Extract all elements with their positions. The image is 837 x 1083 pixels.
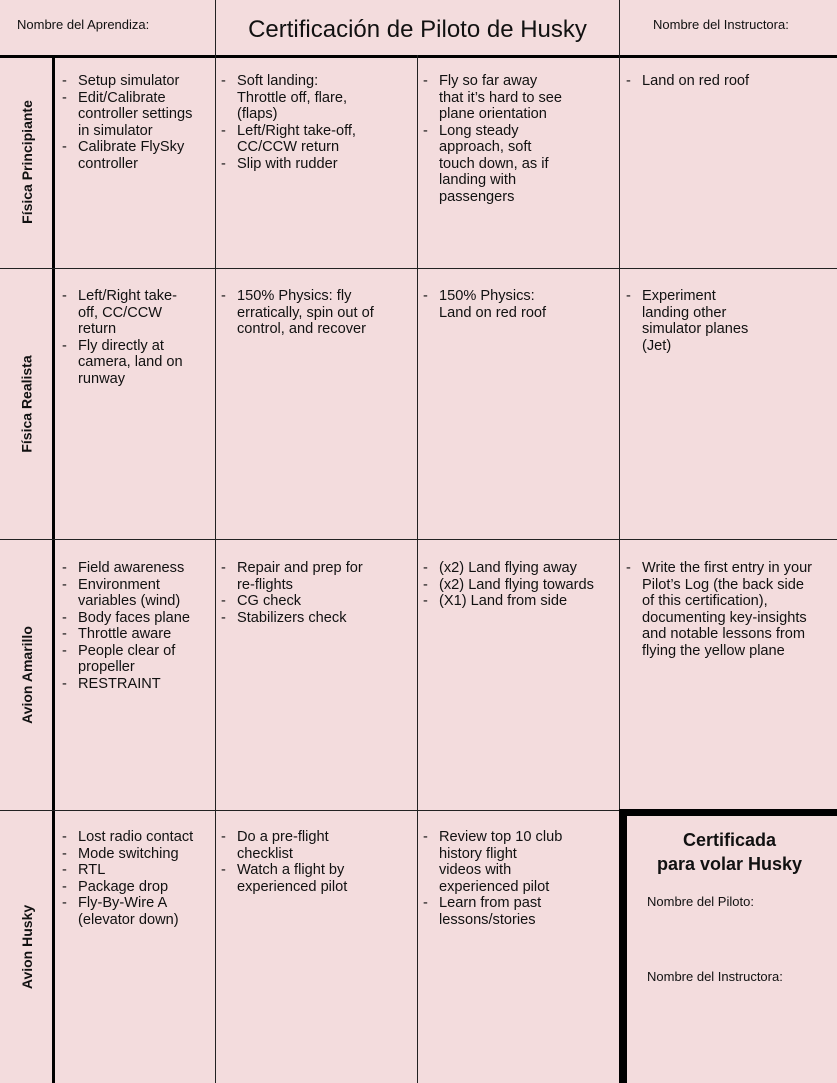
certificate-instructor-name-label: Nombre del Instructora: — [647, 969, 783, 984]
instructor-name-label: Nombre del Instructora: — [653, 17, 789, 32]
cell-r3-c1 — [221, 829, 371, 895]
row-divider-1 — [0, 268, 837, 269]
column-divider-2 — [417, 55, 418, 1083]
cell-r1-c1 — [221, 288, 381, 338]
list-item: - Fly directly at camera, land on runway — [62, 338, 190, 388]
list-item: - Setup simulator — [62, 73, 206, 90]
list-item: - RTL — [62, 862, 196, 879]
list-item: - RESTRAINT — [62, 676, 206, 693]
list-item: - Package drop — [62, 879, 196, 896]
list-item: - (x2) Land flying towards — [423, 577, 611, 594]
page-title: Certificación de Piloto de Husky — [248, 16, 587, 43]
list-item: - Mode switching — [62, 846, 196, 863]
list-item: - Environment variables (wind) — [62, 577, 206, 610]
cell-r2-c0 — [62, 560, 212, 692]
apprentice-name-label: Nombre del Aprendiza: — [17, 17, 150, 32]
row-divider-2 — [0, 539, 837, 540]
list-item: - Throttle aware — [62, 626, 206, 643]
row-label-fisica-principiante: Física Principiante — [19, 100, 35, 224]
list-item: - Write the first entry in your Pilot’s Log (the back side of this certification), documenting key-insights and notable lessons from flying the yellow plane — [626, 560, 816, 659]
cell-r0-c0 — [62, 73, 212, 172]
list-item: - Land on red roof — [626, 73, 820, 90]
column-divider-1 — [215, 0, 216, 1083]
cell-r1-c3 — [626, 288, 772, 354]
list-item: - Calibrate FlySky controller — [62, 139, 206, 172]
list-item: - Fly so far away that it’s hard to see plane orientation — [423, 73, 563, 123]
cell-r2-c3 — [626, 560, 822, 659]
row-label-fisica-realista: Física Realista — [19, 355, 35, 453]
list-item: - Body faces plane — [62, 610, 206, 627]
list-item: - Fly-By-Wire A (elevator down) — [62, 895, 196, 928]
cell-r2-c2 — [423, 560, 617, 610]
certificate-title — [622, 828, 837, 876]
list-item: - Slip with rudder — [221, 156, 371, 173]
cell-r0-c3 — [626, 73, 826, 90]
list-item: - Edit/Calibrate controller settings in simulator — [62, 90, 206, 140]
list-item: - Field awareness — [62, 560, 206, 577]
certificate-title-line2: para volar Husky — [656, 854, 803, 874]
cell-r0-c1 — [221, 73, 377, 172]
list-item: - Long steady approach, soft touch down, as if landing with passengers — [423, 123, 563, 206]
row-label-avion-amarillo: Avion Amarillo — [19, 626, 36, 724]
cell-r3-c0 — [62, 829, 202, 928]
list-item: - Stabilizers check — [221, 610, 365, 627]
list-item: - Review top 10 club history flight videos with experienced pilot — [423, 829, 563, 895]
list-item: - Left/Right take-off, CC/CCW return — [62, 288, 190, 338]
list-item: - (X1) Land from side — [423, 593, 611, 610]
list-item: - Watch a flight by experienced pilot — [221, 862, 365, 895]
list-item: - Soft landing: Throttle off, flare, (flaps) — [221, 73, 371, 123]
list-item: - Learn from past lessons/stories — [423, 895, 563, 928]
header-divider — [0, 55, 837, 58]
column-divider-3 — [619, 0, 620, 812]
list-item: - Repair and prep for re-flights — [221, 560, 365, 593]
row-label-avion-husky: Avion Husky — [19, 904, 35, 990]
list-item: - Experiment landing other simulator planes (Jet) — [626, 288, 766, 354]
row-divider-3 — [0, 810, 622, 811]
cell-r0-c2 — [423, 73, 569, 205]
list-item: - Left/Right take-off, CC/CCW return — [221, 123, 371, 156]
list-item: - 150% Physics: Land on red roof — [423, 288, 567, 321]
cell-r1-c0 — [62, 288, 196, 387]
cell-r1-c2 — [423, 288, 573, 321]
list-item: - 150% Physics: fly erratically, spin out of control, and recover — [221, 288, 375, 338]
certificate-box — [622, 812, 837, 1083]
pilot-name-label: Nombre del Piloto: — [647, 894, 754, 909]
list-item: - CG check — [221, 593, 365, 610]
list-item: - (x2) Land flying away — [423, 560, 611, 577]
certificate-title-line1: Certificada — [682, 830, 777, 850]
list-item: - People clear of propeller — [62, 643, 206, 676]
list-item: - Do a pre-flight checklist — [221, 829, 365, 862]
cell-r3-c2 — [423, 829, 569, 928]
cell-r2-c1 — [221, 560, 371, 626]
list-item: - Lost radio contact — [62, 829, 196, 846]
